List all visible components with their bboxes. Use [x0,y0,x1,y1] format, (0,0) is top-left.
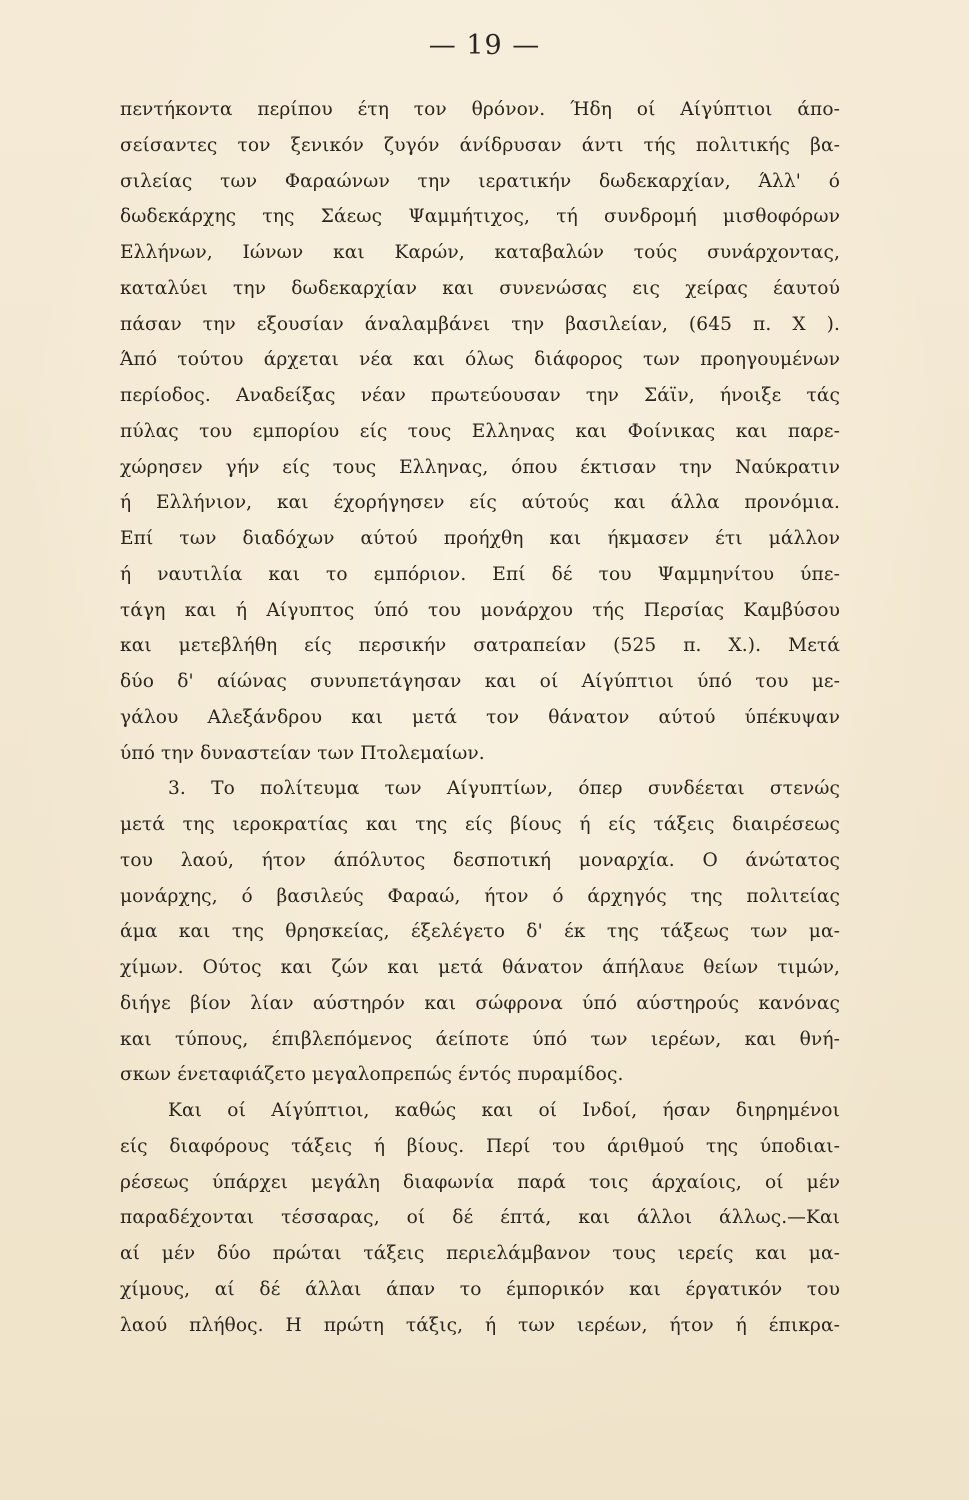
text-line: χίμους, αί δέ άλλαι άπαν το έμπορικόν και έργατικόν του [120,1278,840,1300]
text-line: τάγη και ή Αίγυπτος ύπό του μονάρχου τής Περσίας Καμβύσου [120,599,840,621]
text-line: και μετεβλήθη είς περσικήν σατραπείαν (525 π. Χ.). Μετά [120,635,840,657]
text-line: ή ναυτιλία και το εμπόριον. Επί δέ του Ψαμμηνίτου ύπε- [120,563,840,585]
body-text [120,92,840,1343]
text-line: ύπό την δυναστείαν των Πτολεμαίων. [120,742,485,764]
text-line: σείσαντες τον ξενικόν ζυγόν άνίδρυσαν άντι τής πολιτικής βα- [120,134,840,156]
text-line: Επί των διαδόχων αύτού προήχθη και ήκμασεν έτι μάλλον [120,528,840,549]
text-line: χώρησεν γήν είς τους Ελληνας, όπου έκτισαν την Ναύκρατιν [120,456,840,478]
text-line: περίοδος. Αναδείξας νέαν πρωτεύουσαν την Σάϊν, ήνοιξε τάς [120,385,840,406]
text-line: Ελλήνων, Ιώνων και Καρών, καταβαλών τούς συνάρχοντας, [120,242,840,263]
text-line: διήγε βίον λίαν αύστηρόν και σώφρονα ύπό αύστηρούς κανόνας [120,992,840,1014]
text-line: γάλου Αλεξάνδρου και μετά τον θάνατον αύτού ύπέκυψαν [120,706,840,728]
text-line: είς διαφόρους τάξεις ή βίους. Περί του άριθμού της ύποδιαι- [120,1135,840,1157]
text-line: πεντήκοντα περίπου έτη τον θρόνον. Ήδη οί Αίγύπτιοι άπο- [120,99,840,120]
text-line: και τύπους, έπιβλεπόμενος άείποτε ύπό των ιερέων, και θνή- [120,1028,840,1050]
text-line: άμα και της θρησκείας, έξελέγετο δ' έκ της τάξεως των μα- [120,921,840,943]
text-line: αί μέν δύο πρώται τάξεις περιελάμβανον τους ιερείς και μα- [120,1243,840,1264]
text-line: σιλείας των Φαραώνων την ιερατικήν δωδεκαρχίαν, Άλλ' ό [120,170,840,192]
text-line: Και οί Αίγύπτιοι, καθώς και οί Ινδοί, ήσαν διηρημένοι [168,1100,840,1121]
text-line: δωδεκάρχης της Σάεως Ψαμμήτιχος, τή συνδρομή μισθοφόρων [120,206,840,228]
text-line: μετά της ιεροκρατίας και της είς βίους ή είς τάξεις διαιρέσεως [120,814,840,835]
text-line: του λαού, ήτον άπόλυτος δεσποτική μοναρχία. Ο άνώτατος [120,849,840,871]
text-line: δύο δ' αίώνας συνυπετάγησαν και οί Αίγύπτιοι ύπό του με- [120,671,840,692]
text-line: μονάρχης, ό βασιλεύς Φαραώ, ήτον ό άρχηγός της πολιτείας [120,885,840,907]
text-line: Άπό τούτου άρχεται νέα και όλως διάφορος των προηγουμένων [120,349,840,371]
text-line: χίμων. Ούτος και ζών και μετά θάνατον άπήλαυε θείων τιμών, [120,957,840,978]
text-line: πύλας του εμπορίου είς τους Ελληνας και Φοίνικας και παρε- [120,420,840,442]
text-line: παραδέχονται τέσσαρας, οί δέ έπτά, και άλλοι άλλως.—Και [120,1207,840,1229]
text-line: ρέσεως ύπάρχει μεγάλη διαφωνία παρά τοις άρχαίοις, οί μέν [120,1171,840,1193]
text-line: λαού πλήθος. Η πρώτη τάξις, ή των ιερέων, ήτον ή έπικρα- [120,1314,840,1336]
text-line: καταλύει την δωδεκαρχίαν και συνενώσας εις χείρας έαυτού [120,277,840,299]
text-line: 3. Το πολίτευμα των Αίγυπτίων, όπερ συνδέεται στενώς [168,778,840,800]
text-line: ή Ελλήνιον, και έχορήγησεν είς αύτούς και άλλα προνόμια. [120,492,840,514]
text-line: σκων ένεταφιάζετο μεγαλοπρεπώς έντός πυραμίδος. [120,1064,624,1086]
text-line: πάσαν την εξουσίαν άναλαμβάνει την βασιλείαν, (645 π. Χ ). [120,313,840,335]
page-number: — 19 — [428,30,541,61]
